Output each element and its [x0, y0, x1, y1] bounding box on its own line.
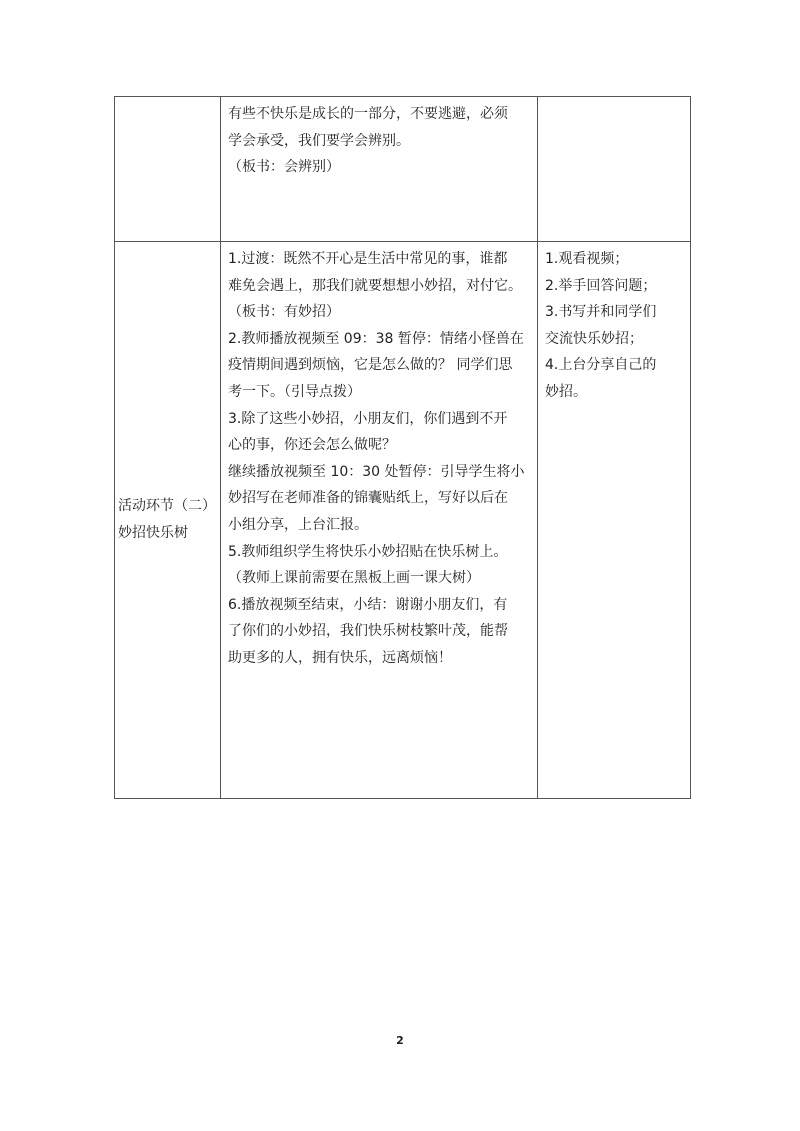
content-line: 心的事，你还会怎么做呢？ [228, 437, 396, 454]
content-line: 难免会遇上，那我们就要想想小妙招，对付它。 [228, 277, 522, 294]
content-line: 1.过渡：既然不开心是生活中常见的事，谁都 [228, 251, 508, 267]
student-line: 2.举手回答问题； [545, 277, 657, 294]
student-line: 4.上台分享自己的 [545, 357, 657, 374]
content-line: （教师上课前需要在黑板上画一课大树） [228, 570, 480, 587]
activity-label: 活动环节（二） [118, 498, 216, 515]
student-line: 妙招。 [545, 383, 587, 400]
content-line: 5.教师组织学生将快乐小妙招贴在快乐树上。 [228, 543, 508, 560]
content-line: 继续播放视频至 10：30 处暂停：引导学生将小 [228, 463, 525, 480]
content-line: 助更多的人，拥有快乐，远离烦恼！ [228, 649, 452, 666]
student-line: 交流快乐妙招； [545, 330, 643, 347]
content-line: 妙招写在老师准备的锦囊贴纸上，写好以后在 [228, 490, 508, 507]
lesson-plan-table [114, 96, 691, 799]
content-line: 3.除了这些小妙招，小朋友们，你们遇到不开 [228, 410, 508, 427]
content-line: 学会承受，我们要学会辨别。 [228, 132, 410, 149]
content-line: （板书：会辨别） [228, 159, 340, 176]
content-line: 6.播放视频至结束，小结：谢谢小朋友们，有 [228, 596, 508, 613]
content-line: 考一下。（引导点拨） [228, 383, 361, 400]
student-activity-cell [538, 97, 691, 242]
content-line: 疫情期间遇到烦恼，它是怎么做的？ 同学们思 [228, 357, 513, 374]
activity-label: 妙招快乐树 [118, 525, 188, 541]
page-number: 2 [396, 1034, 404, 1047]
content-line: 小组分享，上台汇报。 [228, 516, 368, 533]
student-line: 3.书写并和同学们 [545, 304, 657, 321]
student-line: 1.观看视频； [545, 251, 629, 267]
activity-label-cell [115, 97, 221, 242]
content-line: 有些不快乐是成长的一部分，不要逃避，必须 [228, 106, 508, 122]
content-line: 了你们的小妙招，我们快乐树枝繁叶茂，能帮 [228, 623, 508, 640]
table-row [115, 97, 691, 242]
student-activity-cell [538, 242, 691, 799]
activity-label-cell [115, 242, 221, 799]
teacher-activity-cell [221, 242, 538, 799]
table-row [115, 242, 691, 799]
content-line: （板书：有妙招） [228, 304, 340, 321]
teacher-activity-cell [221, 97, 538, 242]
content-line: 2.教师播放视频至 09：38 暂停：情绪小怪兽在 [228, 330, 524, 347]
